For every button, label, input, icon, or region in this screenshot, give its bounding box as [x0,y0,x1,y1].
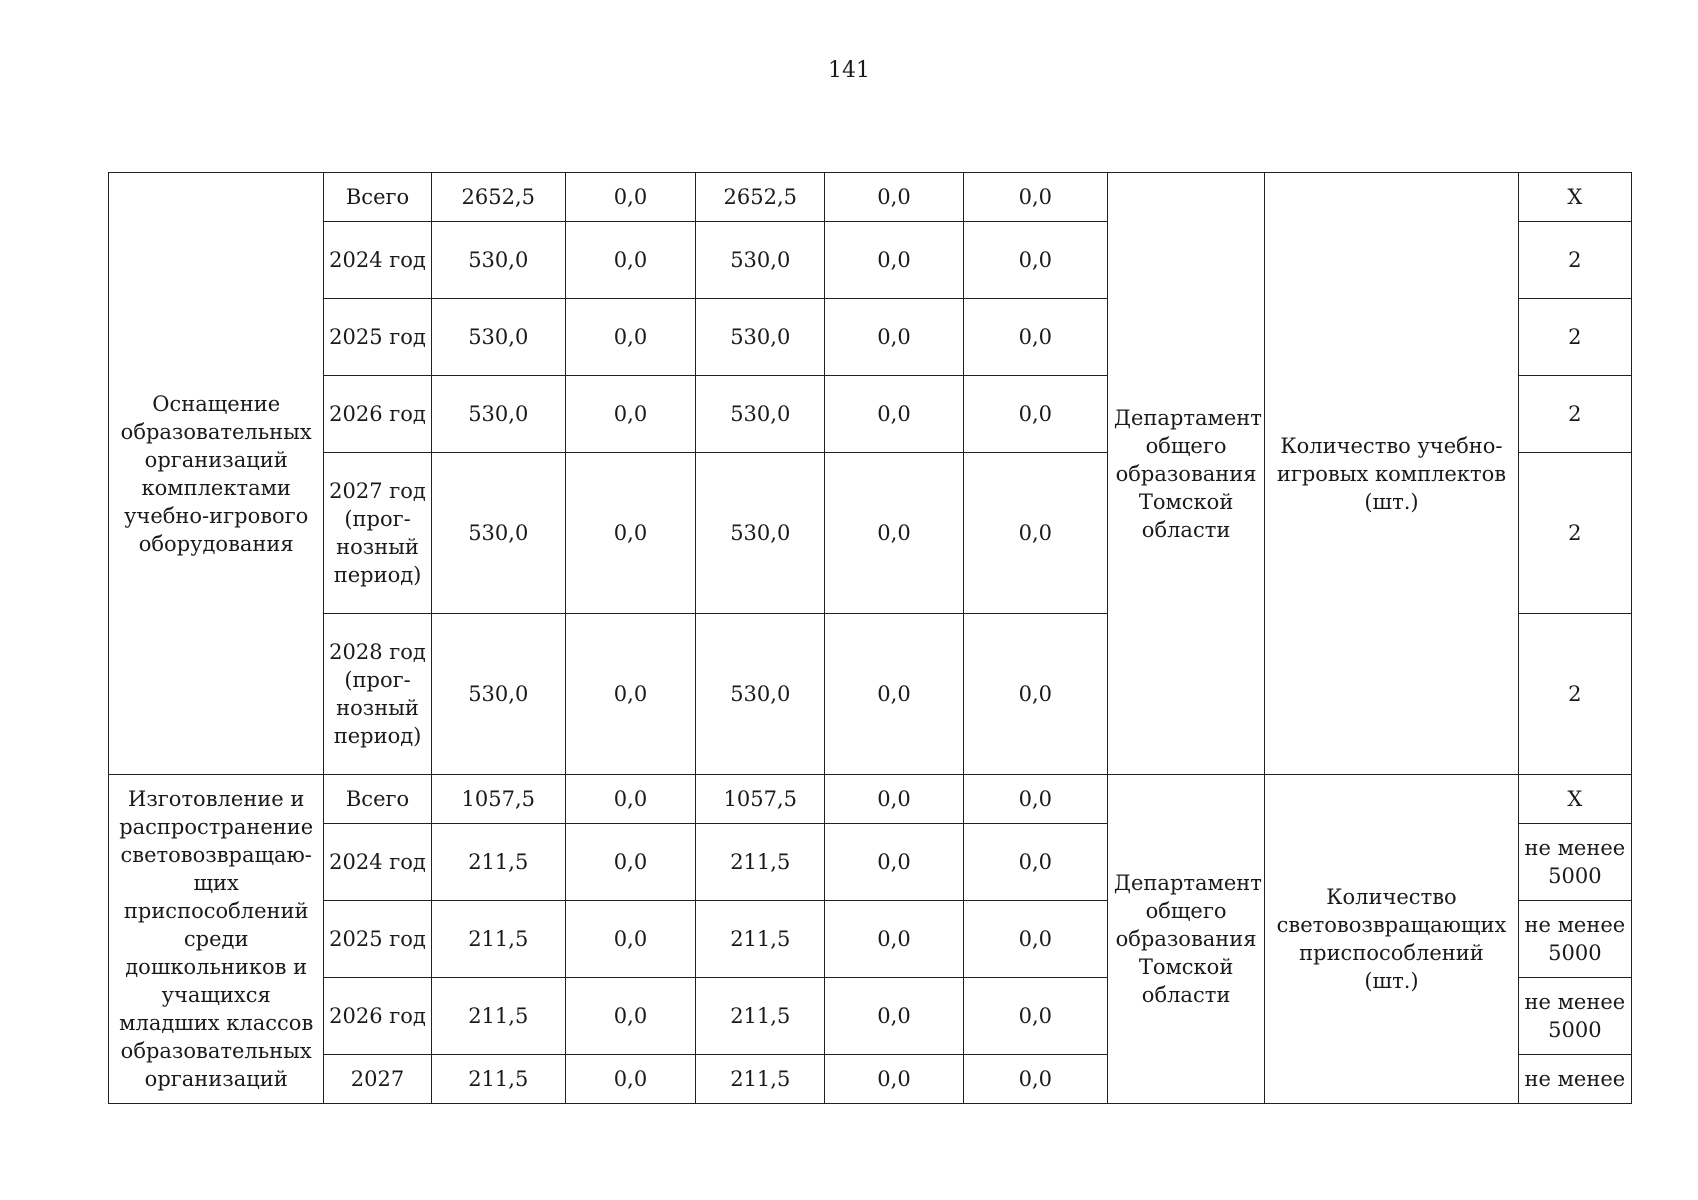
period-cell: 2026 год [324,376,431,453]
target-cell: X [1518,775,1631,824]
local-cell: 0,0 [825,453,963,614]
total-cell: 2652,5 [431,173,565,222]
total-cell: 530,0 [431,453,565,614]
extra-cell: 0,0 [963,901,1107,978]
regional-cell: 530,0 [696,614,825,775]
total-cell: 530,0 [431,376,565,453]
target-cell: не менее 5000 [1518,824,1631,901]
total-cell: 211,5 [431,901,565,978]
regional-cell: 211,5 [696,978,825,1055]
indicator-name: Количество световозвращающих приспособлений (шт.) [1265,775,1518,1104]
federal-cell: 0,0 [565,775,695,824]
local-cell: 0,0 [825,775,963,824]
extra-cell: 0,0 [963,453,1107,614]
federal-cell: 0,0 [565,222,695,299]
period-cell: 2028 год (прог-нозный период) [324,614,431,775]
federal-cell: 0,0 [565,299,695,376]
period-cell: 2027 [324,1055,431,1104]
target-cell: не менее [1518,1055,1631,1104]
extra-cell: 0,0 [963,824,1107,901]
period-cell: 2024 год [324,824,431,901]
regional-cell: 211,5 [696,824,825,901]
regional-cell: 530,0 [696,299,825,376]
period-cell: 2025 год [324,299,431,376]
period-cell: Всего [324,775,431,824]
total-cell: 211,5 [431,1055,565,1104]
table-row [109,775,1632,824]
local-cell: 0,0 [825,222,963,299]
target-cell: 2 [1518,453,1631,614]
extra-cell: 0,0 [963,222,1107,299]
regional-cell: 2652,5 [696,173,825,222]
extra-cell: 0,0 [963,775,1107,824]
federal-cell: 0,0 [565,376,695,453]
total-cell: 211,5 [431,978,565,1055]
extra-cell: 0,0 [963,614,1107,775]
regional-cell: 1057,5 [696,775,825,824]
local-cell: 0,0 [825,824,963,901]
local-cell: 0,0 [825,901,963,978]
period-cell: Всего [324,173,431,222]
target-cell: не менее 5000 [1518,901,1631,978]
target-cell: 2 [1518,299,1631,376]
target-cell: 2 [1518,614,1631,775]
local-cell: 0,0 [825,376,963,453]
local-cell: 0,0 [825,978,963,1055]
total-cell: 1057,5 [431,775,565,824]
total-cell: 530,0 [431,299,565,376]
federal-cell: 0,0 [565,173,695,222]
period-cell: 2026 год [324,978,431,1055]
federal-cell: 0,0 [565,901,695,978]
local-cell: 0,0 [825,173,963,222]
target-cell: X [1518,173,1631,222]
federal-cell: 0,0 [565,824,695,901]
extra-cell: 0,0 [963,173,1107,222]
table-row [109,173,1632,222]
activity-name: Изготовление и распространение световозвращаю-щих приспособлений среди дошкольников и учащихся младших классов образовательных организаций [109,775,324,1104]
page-number: 141 [828,58,870,83]
budget-table [108,172,1632,1104]
federal-cell: 0,0 [565,453,695,614]
indicator-name: Количество учебно-игровых комплектов (шт.) [1265,173,1518,775]
federal-cell: 0,0 [565,978,695,1055]
local-cell: 0,0 [825,299,963,376]
target-cell: 2 [1518,222,1631,299]
regional-cell: 530,0 [696,453,825,614]
department-name: Департамент общего образования Томской области [1107,173,1264,775]
regional-cell: 530,0 [696,222,825,299]
regional-cell: 211,5 [696,1055,825,1104]
activity-name: Оснащение образовательных организаций комплектами учебно-игрового оборудования [109,173,324,775]
regional-cell: 530,0 [696,376,825,453]
extra-cell: 0,0 [963,978,1107,1055]
department-name: Департамент общего образования Томской области [1107,775,1264,1104]
extra-cell: 0,0 [963,1055,1107,1104]
period-cell: 2027 год (прог-нозный период) [324,453,431,614]
target-cell: 2 [1518,376,1631,453]
total-cell: 211,5 [431,824,565,901]
period-cell: 2024 год [324,222,431,299]
federal-cell: 0,0 [565,1055,695,1104]
local-cell: 0,0 [825,614,963,775]
period-cell: 2025 год [324,901,431,978]
total-cell: 530,0 [431,222,565,299]
extra-cell: 0,0 [963,376,1107,453]
federal-cell: 0,0 [565,614,695,775]
extra-cell: 0,0 [963,299,1107,376]
local-cell: 0,0 [825,1055,963,1104]
total-cell: 530,0 [431,614,565,775]
target-cell: не менее 5000 [1518,978,1631,1055]
regional-cell: 211,5 [696,901,825,978]
